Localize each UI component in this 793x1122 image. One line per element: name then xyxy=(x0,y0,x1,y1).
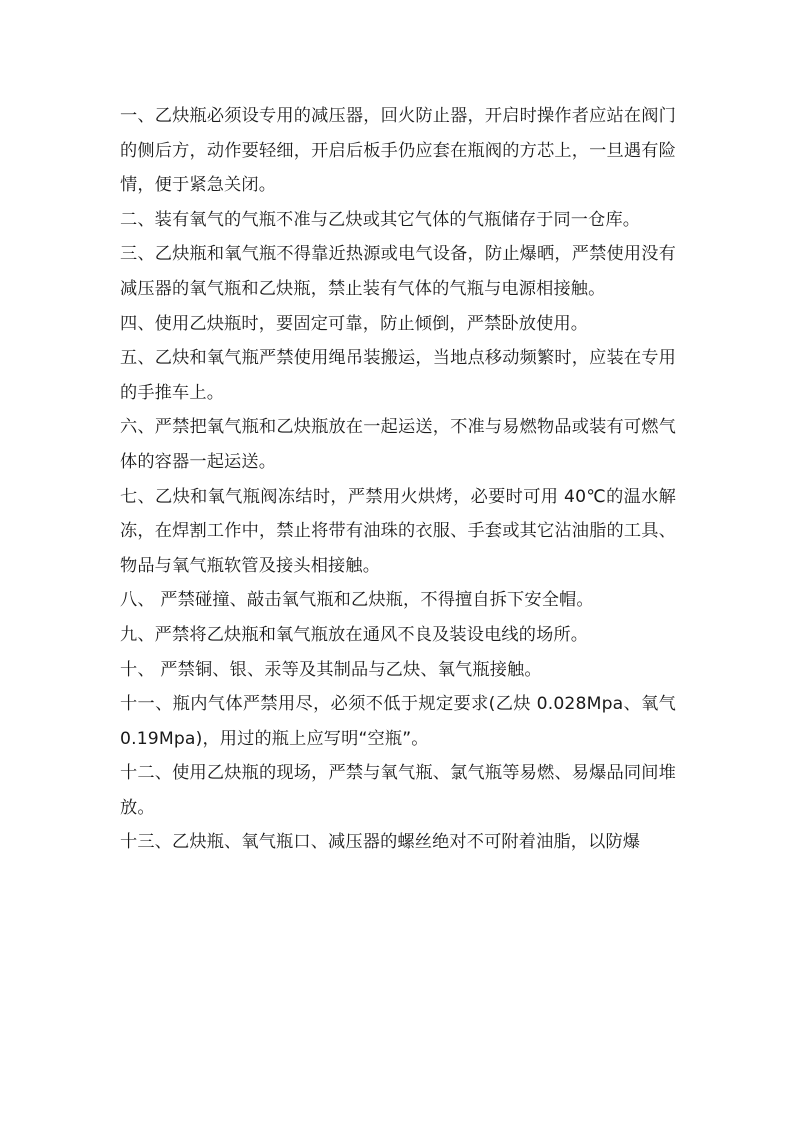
paragraph-7: 七、乙炔和氧气瓶阀冻结时，严禁用火烘烤，必要时可用 40℃的温水解冻，在焊割工作中，禁止将带有油珠的衣服、手套或其它沾油脂的工具、物品与氧气瓶软管及接头相接触。 xyxy=(120,486,676,576)
paragraph-10: 十、 严禁铜、银、汞等及其制品与乙炔、氧气瓶接触。 xyxy=(120,659,542,680)
paragraph-4: 四、使用乙炔瓶时，要固定可靠，防止倾倒，严禁卧放使用。 xyxy=(120,313,589,334)
paragraph-8: 八、 严禁碰撞、敲击氧气瓶和乙炔瓶，不得擅自拆下安全帽。 xyxy=(120,590,594,611)
paragraph-13: 十三、乙炔瓶、氧气瓶口、减压器的螺丝绝对不可附着油脂，以防爆 xyxy=(120,832,641,853)
paragraph-11: 十一、瓶内气体严禁用尽，必须不低于规定要求(乙炔 0.028Mpa、氧气 0.19Mpa)，用过的瓶上应写明“空瓶”。 xyxy=(120,694,676,749)
paragraph-9: 九、严禁将乙炔瓶和氧气瓶放在通风不良及装设电线的场所。 xyxy=(120,624,589,645)
paragraph-5: 五、乙炔和氧气瓶严禁使用绳吊装搬运，当地点移动频繁时，应装在专用的手推车上。 xyxy=(120,348,676,403)
paragraph-2: 二、装有氧气的气瓶不准与乙炔或其它气体的气瓶储存于同一仓库。 xyxy=(120,209,641,230)
paragraph-3: 三、乙炔瓶和氧气瓶不得靠近热源或电气设备，防止爆晒，严禁使用没有减压器的氧气瓶和乙炔瓶，禁止装有气体的气瓶与电源相接触。 xyxy=(120,244,676,299)
paragraph-12: 十二、使用乙炔瓶的现场，严禁与氧气瓶、氯气瓶等易燃、易爆品同间堆放。 xyxy=(120,763,676,818)
paragraph-6: 六、严禁把氧气瓶和乙炔瓶放在一起运送，不准与易燃物品或装有可燃气体的容器一起运送。 xyxy=(120,417,676,472)
document-body xyxy=(120,99,676,860)
paragraph-1: 一、乙炔瓶必须设专用的减压器，回火防止器，开启时操作者应站在阀门的侧后方，动作要轻细，开启后板手仍应套在瓶阀的方芯上，一旦遇有险情，便于紧急关闭。 xyxy=(120,106,676,196)
